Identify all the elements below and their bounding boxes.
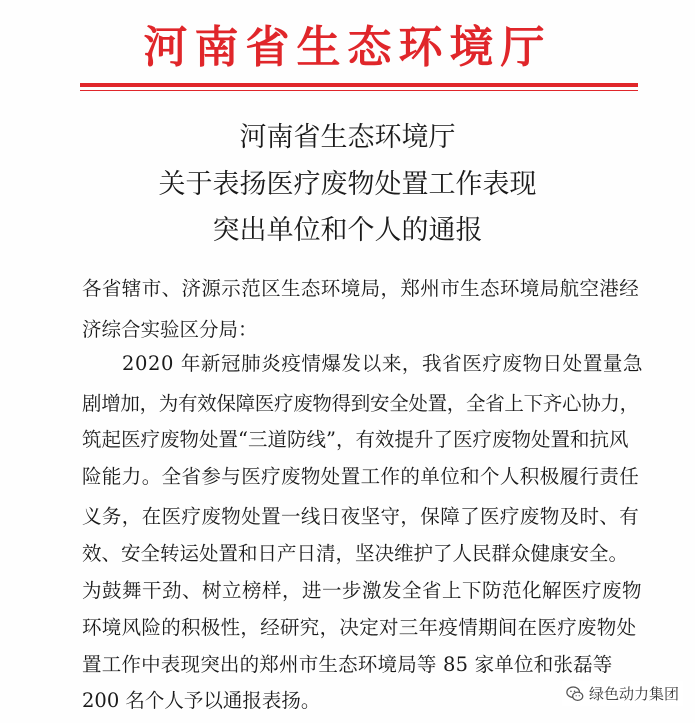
body-line-8: 环境风险的积极性，经研究，决定对三年疫情期间在医疗废物处 [82,616,637,639]
notice-title-line-3: 突出单位和个人的通报 [212,215,483,246]
letterhead-title: 河南省生态环境厅 [143,22,552,73]
body-line-3: 筑起医疗废物处置“三道防线”，有效提升了医疗废物处置和抗风 [82,428,629,451]
body-line-7: 为鼓舞干劲、树立榜样，进一步激发全省上下防范化解医疗废物 [82,579,643,602]
body-line-5: 义务，在医疗废物处置一线日夜坚守，保障了医疗废物及时、有 [82,505,640,528]
body-line-6: 效、安全转运处置和日产日清，坚决维护了人民群众健康安全。 [82,542,629,565]
addressee-line-2: 济综合实验区分局： [82,318,258,341]
letterhead-rule-thick [80,83,638,87]
letterhead-rule-thin [80,90,638,91]
body-line-9: 置工作中表现突出的郑州市生态环境局等 85 家单位和张磊等 [82,653,613,676]
body-line-10: 200 名个人予以通报表扬。 [82,689,321,712]
addressee-line-1: 各省辖市、济源示范区生态环境局，郑州市生态环境局航空港经 [82,277,640,300]
notice-title-line-1: 河南省生态环境厅 [239,122,456,153]
watermark-text: 绿色动力集团 [588,685,679,703]
body-line-2: 剧增加，为有效保障医疗废物得到安全处置，全省上下齐心协力， [82,392,639,415]
wechat-icon [566,685,584,703]
body-line-4: 险能力。全省参与医疗废物处置工作的单位和个人积极履行责任 [82,465,640,488]
body-line-1: 2020 年新冠肺炎疫情爆发以来，我省医疗废物日处置量急 [122,352,644,375]
watermark [562,681,683,706]
notice-title-line-2: 关于表扬医疗废物处置工作表现 [158,169,537,200]
